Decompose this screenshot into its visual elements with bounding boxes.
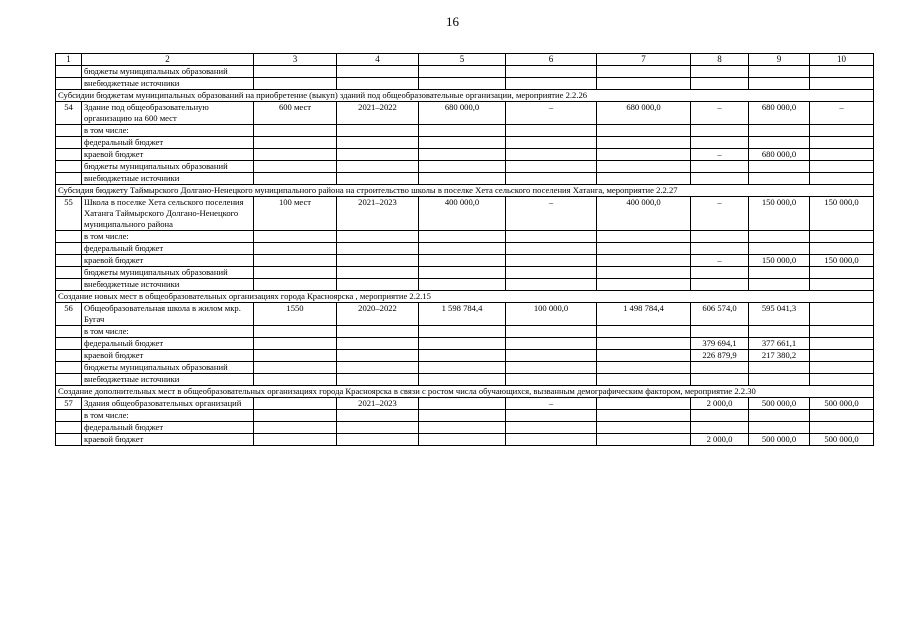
table-row — [56, 78, 874, 90]
value-cell — [749, 362, 810, 374]
value-cell — [506, 173, 597, 185]
column-header: 8 — [691, 54, 749, 66]
section-heading-row — [56, 386, 874, 398]
value-cell — [506, 125, 597, 137]
item-name-cell: внебюджетные источники — [82, 279, 254, 291]
value-cell — [597, 362, 691, 374]
value-cell — [597, 149, 691, 161]
value-cell — [337, 137, 419, 149]
value-cell — [419, 267, 506, 279]
table-row — [56, 338, 874, 350]
value-cell — [810, 410, 874, 422]
value-cell — [419, 422, 506, 434]
value-cell — [691, 267, 749, 279]
item-name-cell: внебюджетные источники — [82, 374, 254, 386]
table-row — [56, 149, 874, 161]
item-name-cell: бюджеты муниципальных образований — [82, 362, 254, 374]
value-cell — [597, 243, 691, 255]
value-cell: 400 000,0 — [419, 197, 506, 231]
row-number-cell — [56, 362, 82, 374]
value-cell — [810, 374, 874, 386]
value-cell — [597, 410, 691, 422]
item-name-cell: краевой бюджет — [82, 255, 254, 267]
row-number-cell — [56, 243, 82, 255]
row-number-cell: 57 — [56, 398, 82, 410]
row-number-cell — [56, 374, 82, 386]
item-name-cell: в том числе: — [82, 410, 254, 422]
value-cell: 1550 — [254, 303, 337, 326]
value-cell: 2 000,0 — [691, 434, 749, 446]
table-row — [56, 398, 874, 410]
column-header: 9 — [749, 54, 810, 66]
column-header: 3 — [254, 54, 337, 66]
table-row — [56, 267, 874, 279]
value-cell — [749, 125, 810, 137]
value-cell — [597, 374, 691, 386]
value-cell — [597, 398, 691, 410]
table-row — [56, 422, 874, 434]
table-row — [56, 279, 874, 291]
row-number-cell — [56, 267, 82, 279]
value-cell — [419, 173, 506, 185]
table-row — [56, 125, 874, 137]
value-cell: – — [691, 197, 749, 231]
row-number-cell: 54 — [56, 102, 82, 125]
section-heading: Создание дополнительных мест в общеобразовательных организациях города Красноярска в связи с ростом числа обучающихся, вызванным демографическим фактором, мероприятие 2.2.30 — [56, 386, 874, 398]
section-heading-row — [56, 90, 874, 102]
item-name-cell: Общеобразовательная школа в жилом мкр. Бугач — [82, 303, 254, 326]
item-name-cell: внебюджетные источники — [82, 173, 254, 185]
value-cell — [597, 422, 691, 434]
value-cell — [254, 398, 337, 410]
value-cell: 606 574,0 — [691, 303, 749, 326]
table-row — [56, 66, 874, 78]
value-cell — [419, 326, 506, 338]
column-header: 1 — [56, 54, 82, 66]
value-cell — [254, 267, 337, 279]
row-number-cell — [56, 338, 82, 350]
column-number-header — [56, 54, 874, 66]
table-row — [56, 303, 874, 326]
value-cell — [597, 78, 691, 90]
value-cell — [254, 422, 337, 434]
value-cell — [749, 374, 810, 386]
item-name-cell: бюджеты муниципальных образований — [82, 66, 254, 78]
value-cell — [749, 410, 810, 422]
value-cell: – — [691, 102, 749, 125]
value-cell: – — [506, 102, 597, 125]
value-cell — [337, 279, 419, 291]
value-cell — [597, 279, 691, 291]
value-cell — [691, 231, 749, 243]
value-cell — [337, 149, 419, 161]
value-cell — [337, 434, 419, 446]
value-cell: 150 000,0 — [810, 255, 874, 267]
value-cell — [337, 78, 419, 90]
value-cell — [691, 78, 749, 90]
value-cell — [749, 326, 810, 338]
value-cell — [419, 362, 506, 374]
row-number-cell — [56, 255, 82, 267]
row-number-cell — [56, 66, 82, 78]
value-cell: 500 000,0 — [749, 398, 810, 410]
row-number-cell — [56, 326, 82, 338]
row-number-cell — [56, 137, 82, 149]
value-cell: 680 000,0 — [749, 149, 810, 161]
table-row — [56, 161, 874, 173]
value-cell — [254, 255, 337, 267]
table-row — [56, 434, 874, 446]
row-number-cell — [56, 279, 82, 291]
value-cell — [506, 255, 597, 267]
value-cell — [691, 279, 749, 291]
value-cell — [506, 350, 597, 362]
value-cell — [810, 326, 874, 338]
value-cell: 377 661,1 — [749, 338, 810, 350]
value-cell: 500 000,0 — [810, 398, 874, 410]
row-number-cell — [56, 125, 82, 137]
value-cell: 2020–2022 — [337, 303, 419, 326]
value-cell — [254, 410, 337, 422]
value-cell — [254, 137, 337, 149]
value-cell — [506, 66, 597, 78]
value-cell — [419, 125, 506, 137]
value-cell — [691, 137, 749, 149]
value-cell: – — [810, 102, 874, 125]
value-cell — [506, 362, 597, 374]
item-name-cell: федеральный бюджет — [82, 243, 254, 255]
value-cell — [597, 350, 691, 362]
value-cell — [506, 78, 597, 90]
value-cell — [597, 338, 691, 350]
value-cell — [419, 243, 506, 255]
value-cell — [691, 161, 749, 173]
item-name-cell: краевой бюджет — [82, 434, 254, 446]
section-heading-row — [56, 291, 874, 303]
table-row — [56, 137, 874, 149]
value-cell: 2021–2023 — [337, 398, 419, 410]
row-number-cell — [56, 350, 82, 362]
value-cell — [419, 374, 506, 386]
value-cell: 680 000,0 — [749, 102, 810, 125]
value-cell — [597, 231, 691, 243]
row-number-cell — [56, 410, 82, 422]
table-row — [56, 362, 874, 374]
value-cell — [597, 161, 691, 173]
value-cell: 500 000,0 — [749, 434, 810, 446]
value-cell — [419, 66, 506, 78]
value-cell: 600 мест — [254, 102, 337, 125]
value-cell: 2021–2023 — [337, 197, 419, 231]
value-cell — [506, 137, 597, 149]
value-cell — [337, 125, 419, 137]
value-cell — [691, 66, 749, 78]
value-cell — [254, 362, 337, 374]
value-cell: 2021–2022 — [337, 102, 419, 125]
value-cell: 2 000,0 — [691, 398, 749, 410]
table-row — [56, 197, 874, 231]
value-cell: – — [506, 398, 597, 410]
value-cell — [749, 161, 810, 173]
value-cell — [254, 243, 337, 255]
value-cell: – — [506, 197, 597, 231]
value-cell — [810, 338, 874, 350]
page-number: 16 — [446, 14, 459, 29]
value-cell — [749, 78, 810, 90]
item-name-cell: Здания общеобразовательных организаций — [82, 398, 254, 410]
item-name-cell: федеральный бюджет — [82, 137, 254, 149]
table-row — [56, 231, 874, 243]
item-name-cell: в том числе: — [82, 231, 254, 243]
value-cell — [749, 243, 810, 255]
value-cell — [749, 279, 810, 291]
value-cell — [419, 78, 506, 90]
value-cell — [419, 279, 506, 291]
item-name-cell: краевой бюджет — [82, 350, 254, 362]
value-cell — [254, 350, 337, 362]
value-cell — [254, 434, 337, 446]
table-row — [56, 243, 874, 255]
value-cell — [506, 267, 597, 279]
value-cell — [810, 137, 874, 149]
item-name-cell: в том числе: — [82, 326, 254, 338]
table-body — [56, 54, 874, 446]
value-cell — [597, 125, 691, 137]
row-number-cell — [56, 173, 82, 185]
value-cell — [419, 137, 506, 149]
budget-table — [55, 53, 874, 446]
value-cell — [254, 231, 337, 243]
table-row — [56, 374, 874, 386]
section-heading: Субсидия бюджету Таймырского Долгано-Ненецкого муниципального района на строительство школы в поселке Хета сельского поселения Хатанга, мероприятие 2.2.27 — [56, 185, 874, 197]
value-cell — [749, 66, 810, 78]
value-cell: 680 000,0 — [419, 102, 506, 125]
column-header: 6 — [506, 54, 597, 66]
value-cell — [749, 231, 810, 243]
value-cell — [810, 66, 874, 78]
value-cell: 595 041,3 — [749, 303, 810, 326]
value-cell — [691, 173, 749, 185]
value-cell — [597, 434, 691, 446]
table-row — [56, 255, 874, 267]
value-cell — [337, 255, 419, 267]
table-row — [56, 173, 874, 185]
item-name-cell: внебюджетные источники — [82, 78, 254, 90]
value-cell: 100 мест — [254, 197, 337, 231]
item-name-cell: в том числе: — [82, 125, 254, 137]
value-cell — [506, 422, 597, 434]
value-cell — [337, 326, 419, 338]
table-row — [56, 410, 874, 422]
column-header: 5 — [419, 54, 506, 66]
section-heading: Создание новых мест в общеобразовательных организациях города Красноярска , мероприятие 2.2.15 — [56, 291, 874, 303]
value-cell — [337, 267, 419, 279]
column-header: 10 — [810, 54, 874, 66]
value-cell — [597, 173, 691, 185]
column-header: 7 — [597, 54, 691, 66]
row-number-cell — [56, 161, 82, 173]
value-cell: 1 598 784,4 — [419, 303, 506, 326]
value-cell: – — [691, 149, 749, 161]
value-cell — [506, 231, 597, 243]
value-cell: 379 694,1 — [691, 338, 749, 350]
value-cell: 150 000,0 — [749, 197, 810, 231]
item-name-cell: Школа в поселке Хета сельского поселения Хатанга Таймырского Долгано-Ненецкого муниципального района — [82, 197, 254, 231]
value-cell — [337, 362, 419, 374]
value-cell — [691, 374, 749, 386]
column-header: 2 — [82, 54, 254, 66]
value-cell: 1 498 784,4 — [597, 303, 691, 326]
value-cell — [749, 137, 810, 149]
item-name-cell: федеральный бюджет — [82, 338, 254, 350]
value-cell — [337, 231, 419, 243]
value-cell — [254, 173, 337, 185]
item-name-cell: краевой бюджет — [82, 149, 254, 161]
value-cell — [506, 338, 597, 350]
value-cell: 150 000,0 — [749, 255, 810, 267]
value-cell — [691, 125, 749, 137]
table-row — [56, 350, 874, 362]
value-cell — [597, 66, 691, 78]
value-cell — [506, 161, 597, 173]
value-cell — [506, 410, 597, 422]
value-cell — [337, 66, 419, 78]
value-cell — [810, 231, 874, 243]
value-cell — [810, 362, 874, 374]
table-row — [56, 326, 874, 338]
value-cell — [597, 255, 691, 267]
value-cell — [419, 255, 506, 267]
value-cell — [337, 410, 419, 422]
value-cell — [337, 374, 419, 386]
value-cell — [254, 279, 337, 291]
value-cell — [691, 422, 749, 434]
value-cell — [597, 137, 691, 149]
value-cell — [419, 161, 506, 173]
value-cell — [337, 350, 419, 362]
section-heading: Субсидии бюджетам муниципальных образований на приобретение (выкуп) зданий под общеобразовательные организации, мероприятие 2.2.26 — [56, 90, 874, 102]
value-cell: – — [691, 255, 749, 267]
value-cell — [810, 279, 874, 291]
value-cell — [810, 267, 874, 279]
value-cell — [810, 243, 874, 255]
row-number-cell — [56, 231, 82, 243]
item-name-cell: Здание под общеобразовательную организацию на 600 мест — [82, 102, 254, 125]
value-cell — [419, 149, 506, 161]
item-name-cell: бюджеты муниципальных образований — [82, 161, 254, 173]
value-cell — [337, 338, 419, 350]
value-cell — [749, 173, 810, 185]
value-cell: 217 380,2 — [749, 350, 810, 362]
value-cell — [691, 326, 749, 338]
value-cell — [810, 350, 874, 362]
value-cell — [810, 173, 874, 185]
value-cell — [254, 161, 337, 173]
value-cell — [810, 78, 874, 90]
value-cell — [419, 338, 506, 350]
value-cell — [337, 161, 419, 173]
value-cell — [419, 350, 506, 362]
value-cell — [506, 149, 597, 161]
row-number-cell: 55 — [56, 197, 82, 231]
value-cell: 680 000,0 — [597, 102, 691, 125]
row-number-cell: 56 — [56, 303, 82, 326]
value-cell: 226 879,9 — [691, 350, 749, 362]
value-cell — [254, 78, 337, 90]
row-number-cell — [56, 434, 82, 446]
value-cell — [691, 410, 749, 422]
value-cell — [337, 422, 419, 434]
value-cell — [749, 422, 810, 434]
value-cell: 500 000,0 — [810, 434, 874, 446]
value-cell — [419, 434, 506, 446]
value-cell — [810, 161, 874, 173]
value-cell — [506, 279, 597, 291]
value-cell — [337, 173, 419, 185]
value-cell — [254, 374, 337, 386]
row-number-cell — [56, 422, 82, 434]
value-cell — [810, 422, 874, 434]
value-cell — [419, 398, 506, 410]
value-cell — [506, 374, 597, 386]
value-cell — [254, 66, 337, 78]
value-cell — [597, 326, 691, 338]
value-cell — [254, 125, 337, 137]
value-cell — [810, 149, 874, 161]
value-cell — [254, 149, 337, 161]
value-cell — [419, 231, 506, 243]
section-heading-row — [56, 185, 874, 197]
value-cell: 400 000,0 — [597, 197, 691, 231]
value-cell: 100 000,0 — [506, 303, 597, 326]
column-header: 4 — [337, 54, 419, 66]
value-cell — [506, 243, 597, 255]
value-cell — [506, 434, 597, 446]
value-cell — [506, 326, 597, 338]
value-cell — [691, 243, 749, 255]
value-cell — [810, 303, 874, 326]
row-number-cell — [56, 78, 82, 90]
value-cell — [749, 267, 810, 279]
value-cell — [691, 362, 749, 374]
value-cell — [810, 125, 874, 137]
item-name-cell: бюджеты муниципальных образований — [82, 267, 254, 279]
value-cell — [254, 338, 337, 350]
value-cell — [254, 326, 337, 338]
value-cell — [597, 267, 691, 279]
value-cell — [419, 410, 506, 422]
item-name-cell: федеральный бюджет — [82, 422, 254, 434]
row-number-cell — [56, 149, 82, 161]
table-row — [56, 102, 874, 125]
value-cell: 150 000,0 — [810, 197, 874, 231]
value-cell — [337, 243, 419, 255]
